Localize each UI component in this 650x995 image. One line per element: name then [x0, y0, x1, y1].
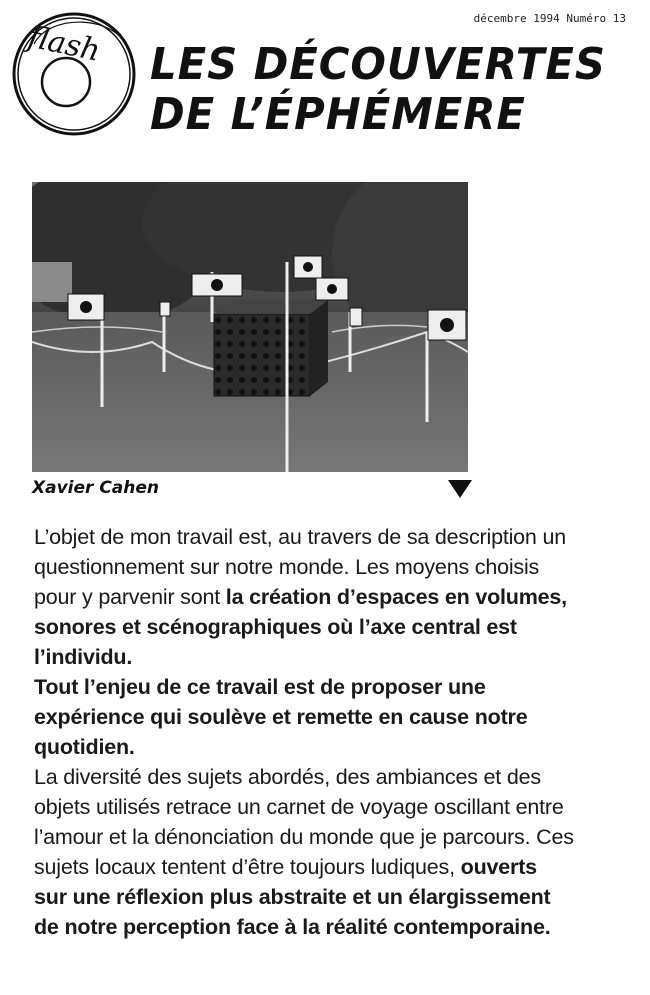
page-headline: [150, 40, 606, 140]
paragraph-3-text: La diversité des sujets abordés, des ambiances et des objets utilisés retrace un carnet de voyage oscillant entre l’amour et la dénonciation du monde que je parcours. Ces sujets locaux tentent d’être toujours ludiques,: [34, 765, 574, 879]
headline-line-1: LES DÉCOUVERTES: [150, 39, 606, 90]
paragraph-1-bold: la création d’espaces en volumes, sonores et scénographiques où l’axe central est l’individu.: [34, 585, 567, 669]
installation-photo: [32, 182, 468, 472]
logo-text: flash: [24, 19, 104, 69]
flash-logo: [4, 4, 144, 139]
paragraph-3-bold: ouverts sur une réflexion plus abstraite et un élargissement de notre perception face à la réalité contemporaine.: [34, 855, 551, 939]
headline-line-2: DE L’ÉPHÉMERE: [150, 89, 526, 140]
issue-dateline: décembre 1994 Numéro 13: [473, 12, 626, 25]
paragraph-2: Tout l’enjeu de ce travail est de proposer une expérience qui soulève et remette en cause notre quotidien.: [34, 675, 528, 759]
triangle-down-icon: [448, 480, 472, 498]
photo-illustration: [32, 182, 468, 472]
paragraph-1-text: L’objet de mon travail est, au travers de sa description un questionnement sur notre monde. Les moyens choisis pour y parvenir sont: [34, 525, 566, 609]
photo-caption: Xavier Cahen: [32, 478, 160, 498]
article-body: [34, 522, 574, 942]
photo-caption-row: [32, 478, 472, 502]
paragraph-3: [34, 762, 574, 942]
paragraph-1: [34, 522, 574, 672]
